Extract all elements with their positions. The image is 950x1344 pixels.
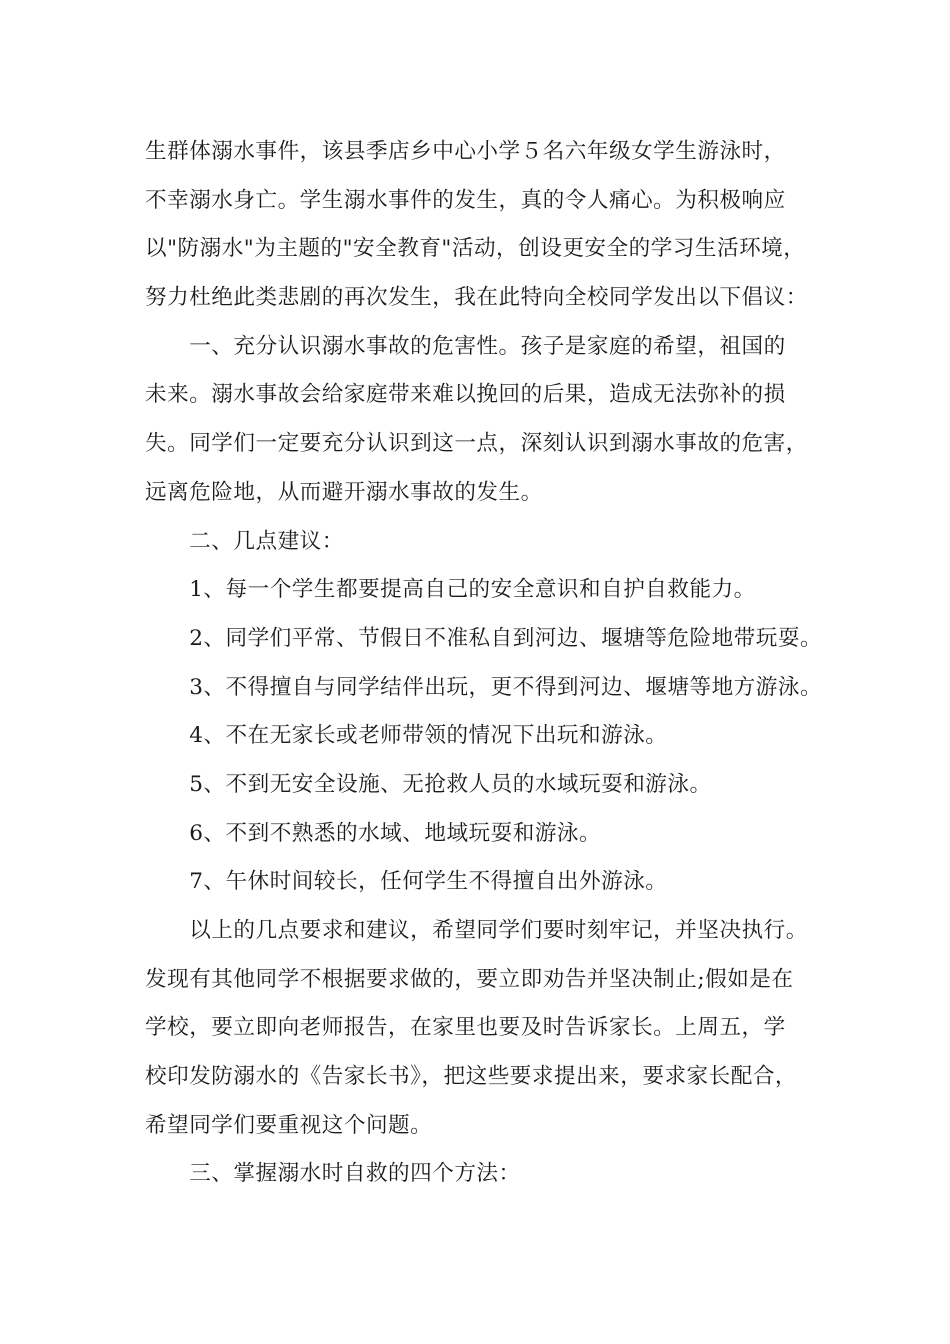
text-line: 以"防溺水"为主题的"安全教育"活动，创设更安全的学习生活环境，	[145, 236, 806, 262]
text-line: 以上的几点要求和建议，希望同学们要时刻牢记，并坚决执行。	[145, 918, 808, 943]
section-3-heading: 三、掌握溺水时自救的四个方法：	[145, 1161, 521, 1187]
suggestion-item-4: 4、不在无家长或老师带领的情况下出玩和游泳。	[145, 723, 668, 749]
paragraph-1-heading: 一、充分认识溺水事故的危害性。孩子是家庭的希望，祖国的	[145, 333, 786, 359]
suggestion-item-2: 2、同学们平常、节假日不准私自到河边、堰塘等危险地带玩耍。	[145, 625, 823, 651]
suggestion-item-7: 7、午休时间较长，任何学生不得擅自出外游泳。	[145, 869, 668, 895]
text-line: 努力杜绝此类悲剧的再次发生，我在此特向全校同学发出以下倡议：	[145, 285, 808, 311]
text-line: 未来。溺水事故会给家庭带来难以挽回的后果，造成无法弥补的损	[145, 382, 786, 408]
suggestion-item-3: 3、不得擅自与同学结伴出玩，更不得到河边、堰塘等地方游泳。	[145, 674, 823, 700]
document-body	[145, 128, 825, 1199]
text-line: 校印发防溺水的《告家长书》，把这些要求提出来，要求家长配合，	[145, 1064, 798, 1090]
suggestion-item-1: 1、每一个学生都要提高自己的安全意识和自护自救能力。	[145, 577, 756, 603]
suggestion-item-5: 5、不到无安全设施、无抢救人员的水域玩耍和游泳。	[145, 771, 712, 797]
text-line: 学校，要立即向老师报告，在家里也要及时告诉家长。上周五，学	[145, 1015, 786, 1041]
suggestion-item-6: 6、不到不熟悉的水域、地域玩耍和游泳。	[145, 820, 602, 846]
text-line: 远离危险地，从而避开溺水事故的发生。	[145, 479, 543, 505]
text-line: 生群体溺水事件，该县季店乡中心小学５名六年级女学生游泳时，	[145, 139, 786, 164]
text-line: 发现有其他同学不根据要求做的，要立即劝告并坚决制止;假如是在	[145, 966, 794, 992]
text-line: 不幸溺水身亡。学生溺水事件的发生，真的令人痛心。为积极响应	[145, 187, 786, 213]
section-2-heading: 二、几点建议：	[145, 528, 344, 554]
text-line: 失。同学们一定要充分认识到这一点，深刻认识到溺水事故的危害，	[145, 431, 808, 457]
text-line: 希望同学们要重视这个问题。	[145, 1112, 433, 1138]
